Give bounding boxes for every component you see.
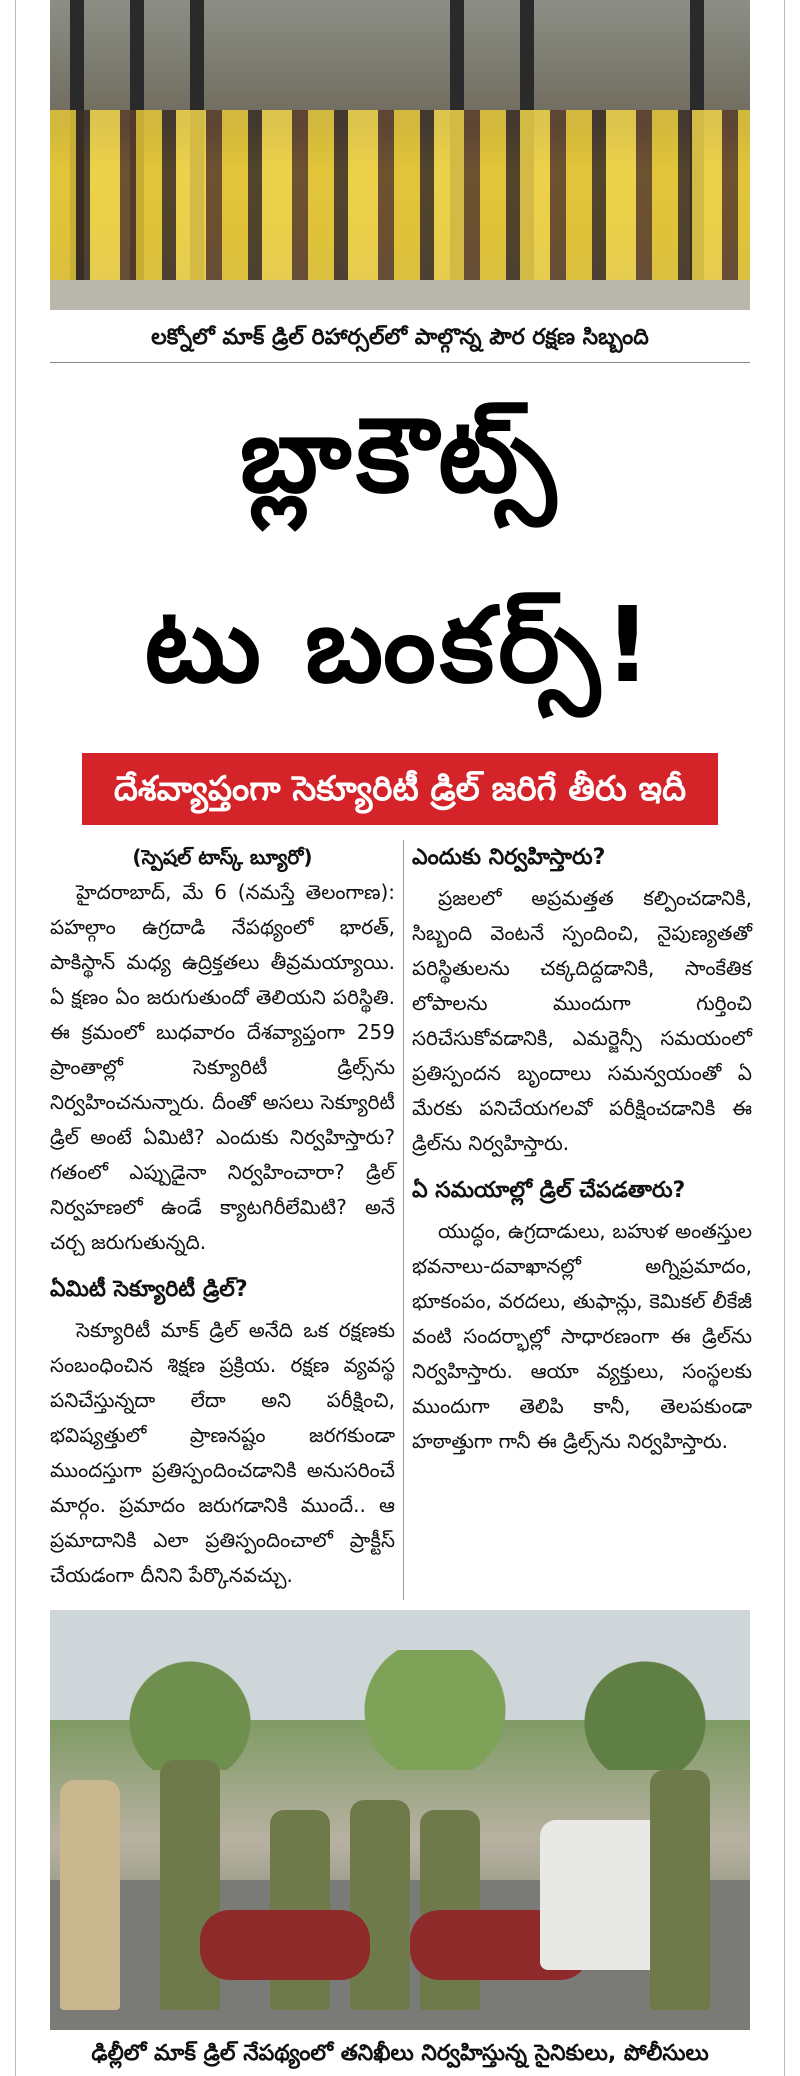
section-heading-why: ఎందుకు నిర్వహిస్తారు? [412, 845, 606, 870]
top-photo-civil-defence-rehearsal [50, 0, 750, 310]
caption-rule [50, 362, 750, 363]
headline-line-2: టు బంకర్స్‌! [144, 584, 656, 706]
bottom-photo-delhi-checks [50, 1610, 750, 2030]
top-photo-caption: లక్నోలో మాక్‌ డ్రిల్‌ రిహార్సల్‌లో పాల్గొన్న పౌర రక్షణ సిబ్బంది [151, 325, 649, 350]
article-intro: హైదరాబాద్‌, మే 6 (నమస్తే తెలంగాణ): పహల్గాం ఉగ్రదాడి నేపథ్యంలో భారత్‌, పాకిస్థాన్‌ మధ్య ఉద్రిక్తతలు తీవ్రమయ్యాయి. ఏ క్షణం ఏం జరుగుతుందో తెలియని పరిస్థితి. ఈ క్రమంలో బుధవారం దేశవ్యాప్తంగా 259 ప్రాంతాల్లో సెక్యూరిటీ డ్రిల్స్‌ను నిర్వహించనున్నారు. దీంతో అసలు సెక్యూరిటీ డ్రిల్‌ అంటే ఏమిటి? ఎందుకు నిర్వహిస్తారు? గతంలో ఎప్పుడైనా నిర్వహించారా? డ్రిల్‌ నిర్వహణలో ఉండే క్యాటగిరీలేమిటి? అనే చర్చ జరుగుతున్నది. [50, 880, 395, 1254]
section-text-why: ప్రజలలో అప్రమత్తత కల్పించడానికి, సిబ్బంది వెంటనే స్పందించి, నైపుణ్యతతో పరిస్థితులను చక్కదిద్దడానికి, సాంకేతిక లోపాలను ముందుగా గుర్తించి సరిచేసుకోవడానికి, ఎమర్జెన్సీ సమయంలో ప్రతిస్పందన బృందాలు సమన్వయంతో ఏ మేరకు పనిచేయగలవో పరీక్షించడానికి ఈ డ్రిల్‌ను నిర్వహిస్తారు. [412, 886, 752, 1155]
section-text-when: యుద్ధం, ఉగ్రదాడులు, బహుళ అంతస్తుల భవనాలు-దవాఖానల్లో అగ్నిప్రమాదం, భూకంపం, వరదలు, తుఫాన్లు, కెమికల్‌ లీకేజీ వంటి సందర్భాల్లో సాధారణంగా ఈ డ్రిల్‌ను నిర్వహిస్తారు. ఆయా వ్యక్తులు, సంస్థలకు ముందుగా తెలిపి కానీ, తెలపకుండా హఠాత్తుగా గానీ ఈ డ్రిల్స్‌ను నిర్వహిస్తారు. [412, 1219, 752, 1453]
section-heading-what: ఏమిటీ సెక్యూరిటీ డ్రిల్‌? [50, 1277, 248, 1302]
section-text-what: సెక్యూరిటీ మాక్‌ డ్రిల్‌ అనేది ఒక రక్షణకు సంబంధించిన శిక్షణ ప్రక్రియ. రక్షణ వ్యవస్థ పనిచేస్తున్నదా లేదా అని పరీక్షించి, భవిష్యత్తులో ప్రాణనష్టం జరగకుండా ముందస్తుగా ప్రతిస్పందించడానికి అనుసరించే మార్గం. ప్రమాదం జరుగడానికి ముందే.. ఆ ప్రమాదానికి ఎలా ప్రతిస్పందించాలో ప్రాక్టీస్‌ చేయడంగా దీనిని పేర్కొనవచ్చు. [50, 1318, 395, 1587]
headline-line-1: బ్లాకౌట్స్‌ [239, 394, 561, 516]
column-divider [403, 840, 404, 1600]
section-heading-when: ఏ సమయాల్లో డ్రిల్‌ చేపడతారు? [412, 1178, 686, 1203]
byline: (స్పెషల్‌ టాస్క్‌ బ్యూరో) [132, 845, 313, 869]
bottom-photo-caption: ఢిల్లీలో మాక్‌ డ్రిల్‌ నేపథ్యంలో తనిఖీలు నిర్వహిస్తున్న సైనికులు, పోలీసులు [91, 2041, 709, 2066]
article-column-right [412, 840, 752, 1459]
subheadline-banner: దేశవ్యాప్తంగా సెక్యూరిటీ డ్రిల్‌ జరిగే తీరు ఇదీ [82, 753, 718, 825]
article-column-left [50, 840, 395, 1593]
